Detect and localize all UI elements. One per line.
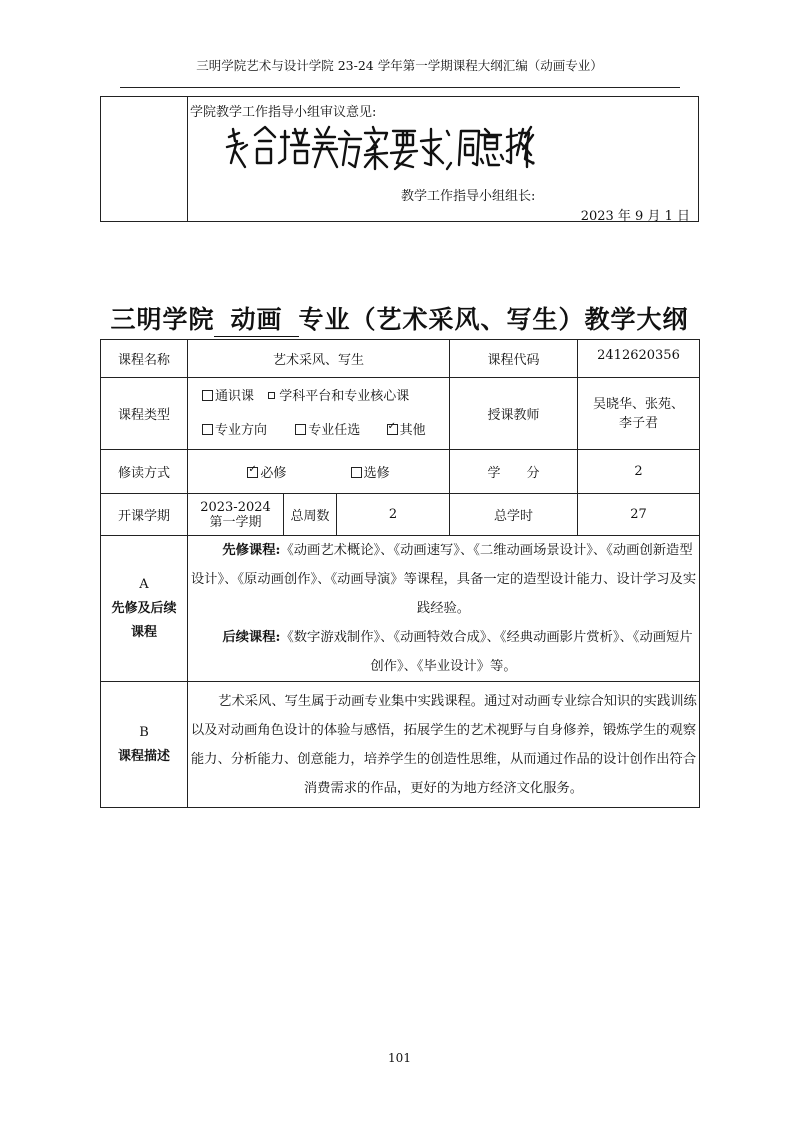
course-description-text: 艺术采风、写生属于动画专业集中实践课程。通过对动画专业综合知识的实践训练以及对动画角色设计的体验与感悟，拓展学生的艺术视野与自身修养，锻炼学生的观察能力、分析能力、创意能力，培养学生的创造性思维，从而通过作品的设计创作出符合消费需求的作品，更好的为地方经济文化服务。: [190, 693, 697, 796]
type-elective-checkbox: 专业任选: [295, 423, 360, 438]
section-a-label: A 先修及后续 课程: [101, 536, 188, 682]
row-term: [101, 494, 700, 536]
section-b-label: B 课程描述: [101, 682, 188, 808]
title-prefix: 三明学院: [110, 305, 215, 334]
type-other-checkbox: ✓ 其他: [387, 423, 426, 438]
approval-leader-label: 教学工作指导小组组长:: [401, 189, 536, 204]
course-type-options: [188, 378, 450, 450]
page-header: 三明学院艺术与设计学院 23-24 学年第一学期课程大纲汇编（动画专业）: [196, 58, 603, 73]
row-course-name: [101, 340, 700, 378]
course-type-label: 课程类型: [101, 378, 188, 450]
title-suffix: 专业（艺术采风、写生）教学大纲: [298, 305, 689, 334]
weeks-value: 2: [337, 494, 450, 536]
mode-required-checkbox: ✓ 必修: [247, 466, 286, 481]
type-core-checkbox: 学科平台和专业核心课: [268, 389, 409, 404]
study-mode-label: 修读方式: [101, 450, 188, 494]
study-mode-options: [188, 450, 450, 494]
course-code-label: 课程代码: [450, 340, 578, 378]
course-name-value: 艺术采风、写生: [188, 340, 450, 378]
credit-label: 学 分: [450, 450, 578, 494]
section-a-content: [188, 536, 700, 682]
approval-date: 2023 年 9 月 1 日: [580, 209, 690, 224]
page-number: 101: [388, 1051, 411, 1065]
title-major: 动画: [214, 300, 298, 337]
row-study-mode: [101, 450, 700, 494]
approval-opinion-label: 学院教学工作指导小组审议意见:: [190, 105, 377, 120]
row-section-a: [101, 536, 700, 682]
document-title: [0, 300, 799, 337]
row-section-b: [101, 682, 700, 808]
weeks-label: 总周数: [284, 494, 337, 536]
prereq-label: 先修课程:: [222, 543, 281, 558]
approval-table: [100, 96, 699, 222]
credit-value: 2: [578, 450, 700, 494]
section-b-content: [188, 682, 700, 808]
header-rule: [120, 87, 680, 88]
followup-label: 后续课程:: [222, 630, 281, 645]
followup-text: 《数字游戏制作》、《动画特效合成》、《经典动画影片赏析》、《动画短片创作》、《毕业设计》等。: [280, 630, 693, 674]
course-name-label: 课程名称: [101, 340, 188, 378]
prereq-text: 《动画艺术概论》、《动画速写》、《二维动画场景设计》、《动画创新造型设计》、《原动画创作》、《动画导演》等课程，具备一定的造型设计能力、设计学习及实践经验。: [190, 543, 697, 616]
course-code-value: 2412620356: [578, 340, 700, 378]
type-general-checkbox: 通识课: [202, 389, 254, 404]
term-value: 2023-2024 第一学期: [188, 494, 284, 536]
row-course-type: [101, 378, 700, 450]
course-info-table: [100, 339, 700, 808]
mode-elective-checkbox: 选修: [351, 466, 390, 481]
hours-label: 总学时: [450, 494, 578, 536]
handwritten-signature: [225, 123, 535, 179]
teacher-label: 授课教师: [450, 378, 578, 450]
approval-left-cell: [101, 97, 188, 221]
type-direction-checkbox: 专业方向: [202, 423, 267, 438]
hours-value: 27: [578, 494, 700, 536]
teacher-value: 吴晓华、张苑、李子君: [578, 378, 700, 450]
term-label: 开课学期: [101, 494, 188, 536]
